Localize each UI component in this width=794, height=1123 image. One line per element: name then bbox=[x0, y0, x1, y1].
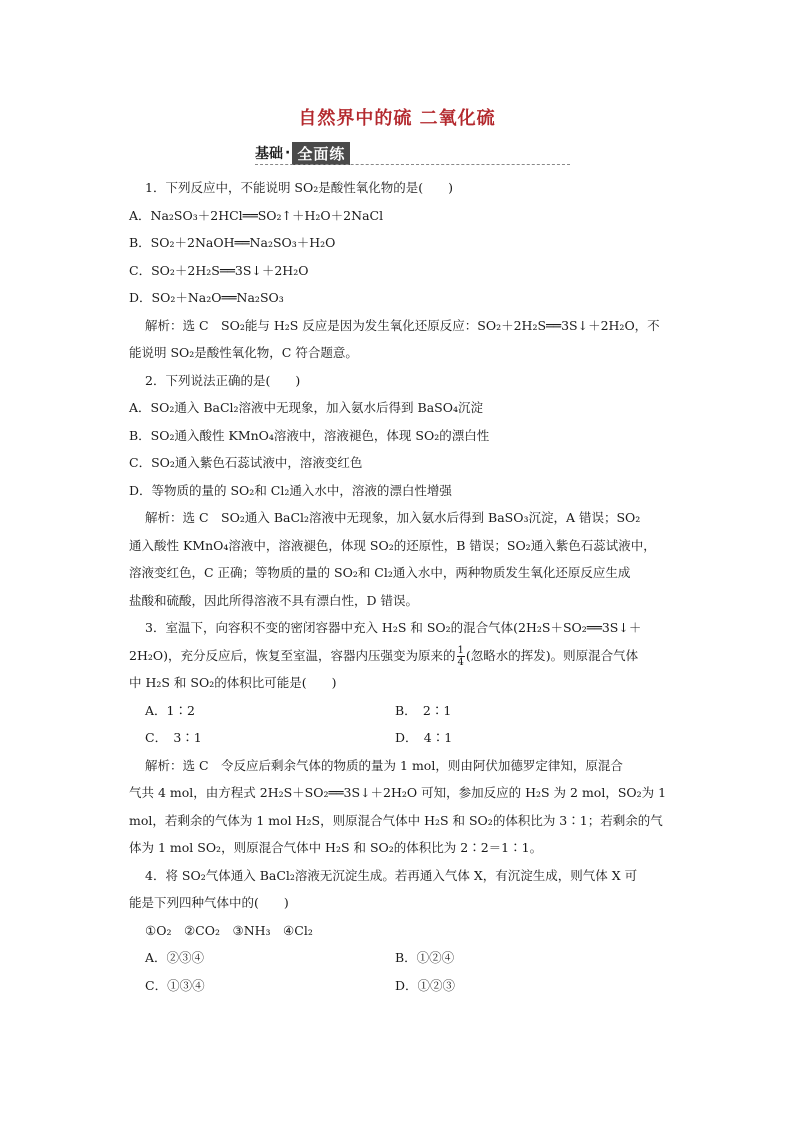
question-3-option-b: B． 2∶1 bbox=[395, 702, 452, 718]
question-4-choice-list: ①O₂ ②CO₂ ③NH₃ ④Cl₂ bbox=[145, 922, 313, 938]
section-label: 基础 bbox=[255, 146, 283, 162]
question-1-stem: 1．下列反应中，不能说明 SO₂是酸性氧化物的是( ) bbox=[145, 180, 454, 195]
question-1-analysis-cont: 能说明 SO₂是酸性氧化物，C 符合题意。 bbox=[129, 345, 358, 360]
question-2-option-d: D．等物质的量的 SO₂和 Cl₂通入水中，溶液的漂白性增强 bbox=[129, 482, 452, 498]
section-tag bbox=[255, 141, 350, 165]
question-2-option-a: A．SO₂通入 BaCl₂溶液中无现象，加入氨水后得到 BaSO₄沉淀 bbox=[129, 400, 483, 415]
question-4-option-d: D．①②③ bbox=[395, 977, 456, 993]
question-3-stem-end: 中 H₂S 和 SO₂的体积比可能是( ) bbox=[129, 675, 337, 690]
question-3-option-a: A．1∶2 bbox=[145, 702, 195, 718]
question-4-option-b: B．①②④ bbox=[395, 950, 455, 965]
question-2-analysis-cont-3: 盐酸和硫酸，因此所得溶液不具有漂白性，D 错误。 bbox=[129, 592, 418, 608]
question-3-analysis: 解析：选 C 令反应后剩余气体的物质的量为 1 mol，则由阿伏加德罗定律知，原混合 bbox=[145, 757, 623, 773]
question-3-stem: 3．室温下，向容积不变的密闭容器中充入 H₂S 和 SO₂的混合气体(2H₂S＋SO₂══3S↓＋ bbox=[145, 620, 642, 635]
question-1-option-a: A．Na₂SO₃＋2HCl══SO₂↑＋H₂O＋2NaCl bbox=[129, 207, 384, 223]
section-badge: 全面练 bbox=[292, 142, 350, 165]
question-2-analysis: 解析：选 C SO₂通入 BaCl₂溶液中无现象，加入氨水后得到 BaSO₃沉淀，A 错误；SO₂ bbox=[145, 510, 641, 525]
question-3-options-row-2 bbox=[145, 724, 675, 752]
question-4-options-row-2 bbox=[145, 972, 675, 1000]
question-3-stem-part-b: (忽略水的挥发)。则原混合气体 bbox=[465, 647, 639, 663]
question-3-option-d: D． 4∶1 bbox=[395, 730, 453, 745]
question-2-analysis-cont-1: 通入酸性 KMnO₄溶液中，溶液褪色，体现 SO₂的还原性，B 错误；SO₂通入紫色石蕊试液中， bbox=[129, 537, 656, 553]
question-3-options-row-1 bbox=[145, 697, 675, 725]
fraction-one-quarter bbox=[457, 645, 465, 668]
question-3-option-c: C． 3∶1 bbox=[145, 730, 202, 745]
section-divider bbox=[255, 164, 570, 165]
question-3-stem-cont bbox=[129, 642, 675, 670]
page-title: 自然界中的硫 二氧化硫 bbox=[298, 108, 496, 129]
question-1-option-c: C．SO₂＋2H₂S══3S↓＋2H₂O bbox=[129, 262, 309, 278]
question-2-stem: 2．下列说法正确的是( ) bbox=[145, 372, 301, 388]
question-4-stem: 4．将 SO₂气体通入 BaCl₂溶液无沉淀生成。若再通入气体 X，有沉淀生成，则气体 X 可 bbox=[145, 867, 638, 883]
question-4-option-a: A．②③④ bbox=[145, 950, 205, 965]
fraction-denominator: 4 bbox=[457, 656, 464, 668]
section-dot: · bbox=[285, 145, 291, 161]
question-1-option-b: B．SO₂＋2NaOH══Na₂SO₃＋H₂O bbox=[129, 235, 336, 250]
question-2-option-b: B．SO₂通入酸性 KMnO₄溶液中，溶液褪色，体现 SO₂的漂白性 bbox=[129, 427, 490, 443]
question-3-analysis-cont-1: 气共 4 mol，由方程式 2H₂S＋SO₂══3S↓＋2H₂O 可知，参加反应的 H₂S 为 2 mol，SO₂为 1 bbox=[129, 785, 667, 800]
question-list bbox=[129, 174, 675, 999]
question-2-option-c: C．SO₂通入紫色石蕊试液中，溶液变红色 bbox=[129, 455, 363, 470]
question-2-analysis-cont-2: 溶液变红色，C 正确；等物质的量的 SO₂和 Cl₂通入水中，两种物质发生氧化还原反应生成 bbox=[129, 565, 631, 580]
question-1-analysis: 解析：选 C SO₂能与 H₂S 反应是因为发生氧化还原反应：SO₂＋2H₂S══3S↓＋2H₂O，不 bbox=[145, 317, 660, 333]
question-4-stem-cont: 能是下列四种气体中的( ) bbox=[129, 895, 289, 910]
question-3-stem-part-a: 2H₂O)，充分反应后，恢复至室温，容器内压强变为原来的 bbox=[129, 647, 456, 663]
question-4-option-c: C．①③④ bbox=[145, 977, 205, 993]
question-4-options-row-1 bbox=[145, 944, 675, 972]
question-3-analysis-cont-3: 体为 1 mol SO₂，则原混合气体中 H₂S 和 SO₂的体积比为 2∶2＝1∶1。 bbox=[129, 840, 543, 855]
question-3-analysis-cont-2: mol，若剩余的气体为 1 mol H₂S，则原混合气体中 H₂S 和 SO₂的体积比为 3∶1；若剩余的气 bbox=[129, 812, 663, 828]
fraction-numerator: 1 bbox=[457, 644, 464, 656]
question-1-option-d: D．SO₂＋Na₂O══Na₂SO₃ bbox=[129, 290, 284, 305]
